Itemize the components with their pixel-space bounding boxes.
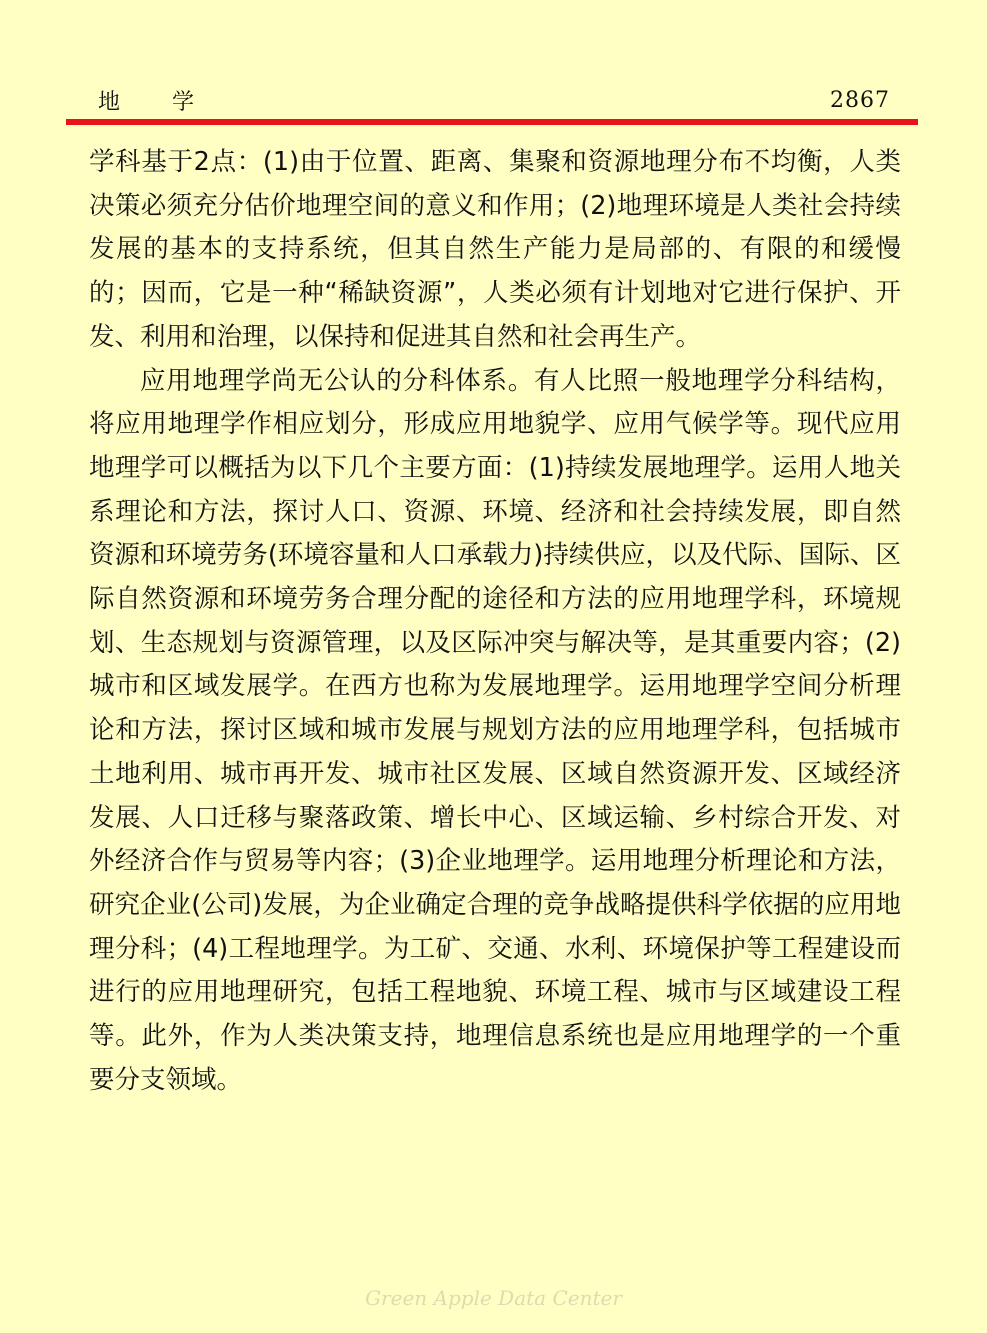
article-body — [89, 141, 901, 1102]
header-title: 地学 — [98, 90, 247, 115]
watermark: Green Apple Data Center — [365, 1286, 622, 1310]
page-number: 2867 — [830, 88, 890, 113]
paragraph: 应用地理学尚无公认的分科体系。有人比照一般地理学分科结构，将应用地理学作相应划分，形成应用地貌学、应用气候学等。现代应用地理学可以概括为以下几个主要方面：(1)持续发展地理学。运用人地关系理论和方法，探讨人口、资源、环境、经济和社会持续发展，即自然资源和环境劳务(环境容量和人口承载力)持续供应，以及代际、国际、区际自然资源和环境劳务合理分配的途径和方法的应用地理学科，环境规划、生态规划与资源管理，以及区际冲突与解决等，是其重要内容；(2)城市和区域发展学。在西方也称为发展地理学。运用地理学空间分析理论和方法，探讨区域和城市发展与规划方法的应用地理学科，包括城市土地利用、城市再开发、城市社区发展、区域自然资源开发、区域经济发展、人口迁移与聚落政策、增长中心、区域运输、乡村综合开发、对外经济合作与贸易等内容；(3)企业地理学。运用地理分析理论和方法，研究企业(公司)发展，为企业确定合理的竞争战略提供科学依据的应用地理分科；(4)工程地理学。为工矿、交通、水利、环境保护等工程建设而进行的应用地理研究，包括工程地貌、环境工程、城市与区域建设工程等。此外，作为人类决策支持，地理信息系统也是应用地理学的一个重要分支领域。 — [89, 365, 901, 1095]
running-header — [68, 82, 918, 116]
paragraph: 学科基于2点：(1)由于位置、距离、集聚和资源地理分布不均衡，人类决策必须充分估价地理空间的意义和作用；(2)地理环境是人类社会持续发展的基本的支持系统，但其自然生产能力是局部的、有限的和缓慢的；因而，它是一种“稀缺资源”，人类必须有计划地对它进行保护、开发、利用和治理，以保持和促进其自然和社会再生产。 — [89, 147, 901, 352]
header-rule — [66, 119, 918, 125]
